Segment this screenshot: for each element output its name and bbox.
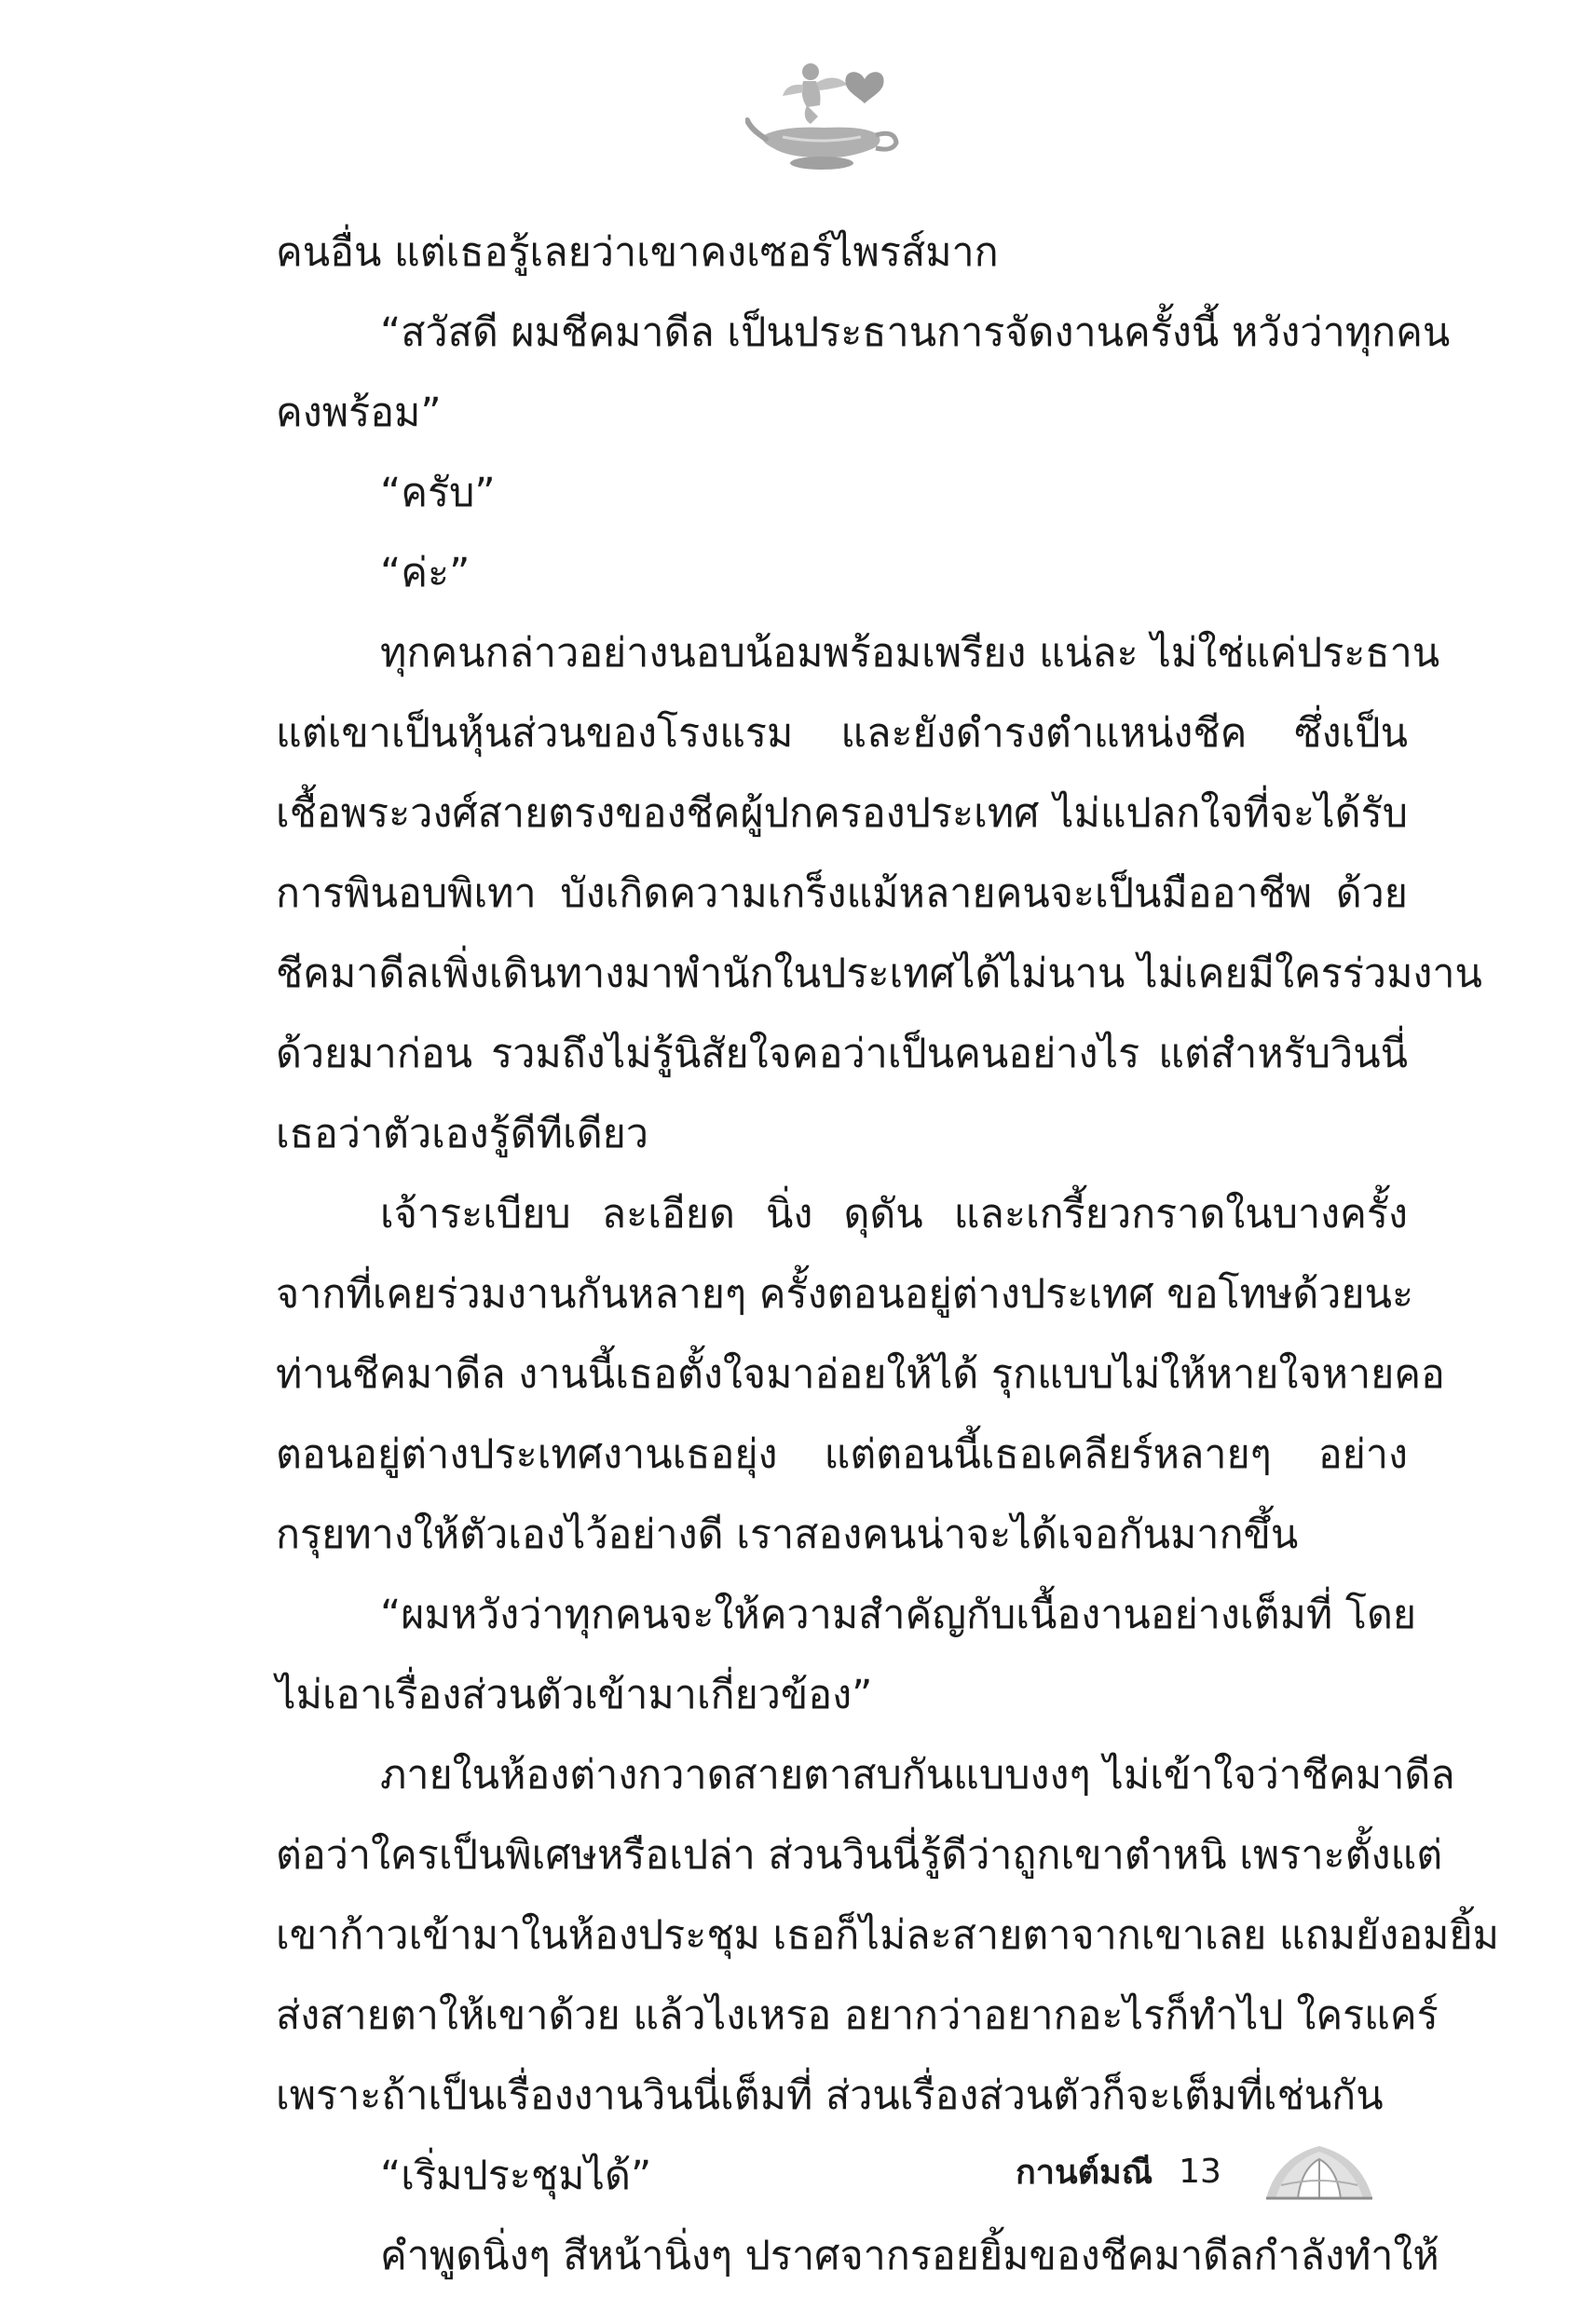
page-footer xyxy=(1016,2134,1380,2208)
book-title: กานต์มณี xyxy=(1016,2153,1153,2192)
text-line: “เริ่มประชุมได้” xyxy=(380,2153,652,2199)
text-line: ตอนอยู่ต่างประเทศงานเธอยุ่ง แต่ตอนนี้เธอเคลียร์หลายๆ อย่าง xyxy=(276,1431,1408,1478)
text-line: ท่านชีคมาดีล งานนี้เธอตั้งใจมาอ่อยให้ได้ รุกแบบไม่ให้หายใจหายคอ xyxy=(276,1351,1445,1398)
text-line: “ครับ” xyxy=(380,470,496,516)
text-line: ส่งสายตาให้เขาด้วย แล้วไงเหรอ อยากว่าอยากอะไรก็ทำไป ใครแคร์ xyxy=(276,1992,1439,2039)
text-line: คงพร้อม” xyxy=(276,390,442,436)
text-line: การพินอบพิเทา บังเกิดความเกร็งแม้หลายคนจะเป็นมืออาชีพ ด้วย xyxy=(276,870,1408,917)
text-line: ไม่เอาเรื่องส่วนตัวเข้ามาเกี่ยวข้อง” xyxy=(276,1672,873,1718)
text-line: ชีคมาดีลเพิ่งเดินทางมาพำนักในประเทศได้ไม่นาน ไม่เคยมีใครร่วมงาน xyxy=(276,950,1482,997)
text-line: ทุกคนกล่าวอย่างนอบน้อมพร้อมเพรียง แน่ละ ไม่ใช่แค่ประธาน xyxy=(380,630,1440,677)
text-line: คนอื่น แต่เธอรู้เลยว่าเขาคงเซอร์ไพรส์มาก xyxy=(276,229,999,276)
text-line: คำพูดนิ่งๆ สีหน้านิ่งๆ ปราศจากรอยยิ้มของชีคมาดีลกำลังทำให้ xyxy=(380,2233,1439,2279)
text-line: จากที่เคยร่วมงานกันหลายๆ ครั้งตอนอยู่ต่างประเทศ ขอโทษด้วยนะ xyxy=(276,1271,1414,1318)
text-line: กรุยทางให้ตัวเองไว้อย่างดี เราสองคนน่าจะได้เจอกันมากขึ้น xyxy=(276,1511,1299,1558)
body-text xyxy=(276,212,1499,2296)
text-line: ต่อว่าใครเป็นพิเศษหรือเปล่า ส่วนวินนี่รู้ดีว่าถูกเขาตำหนิ เพราะตั้งแต่ xyxy=(276,1832,1443,1879)
text-line: ภายในห้องต่างกวาดสายตาสบกันแบบงงๆ ไม่เข้าใจว่าชีคมาดีล xyxy=(380,1752,1455,1798)
text-line: เจ้าระเบียบ ละเอียด นิ่ง ดุดัน และเกรี้ยวกราดในบางครั้ง xyxy=(380,1191,1408,1238)
text-line: “ผมหวังว่าทุกคนจะให้ความสำคัญกับเนื้องานอย่างเต็มที่ โดย xyxy=(380,1592,1417,1638)
text-line: เขาก้าวเข้ามาในห้องประชุม เธอก็ไม่ละสายตาจากเขาเลย แถมยังอมยิ้ม xyxy=(276,1912,1499,1959)
text-line: เชื้อพระวงศ์สายตรงของชีคผู้ปกครองประเทศ ไม่แปลกใจที่จะได้รับ xyxy=(276,790,1408,837)
text-line: เธอว่าตัวเองรู้ดีทีเดียว xyxy=(276,1111,648,1157)
text-line: “ค่ะ” xyxy=(380,550,471,596)
tent-icon xyxy=(1259,2139,1380,2204)
text-line: เพราะถ้าเป็นเรื่องงานวินนี่เต็มที่ ส่วนเรื่องส่วนตัวก็จะเต็มที่เช่นกัน xyxy=(276,2072,1384,2119)
text-line: “สวัสดี ผมชีคมาดีล เป็นประธานการจัดงานครั้งนี้ หวังว่าทุกคน xyxy=(380,309,1451,356)
magic-lamp-icon xyxy=(745,51,904,172)
text-line: ด้วยมาก่อน รวมถึงไม่รู้นิสัยใจคอว่าเป็นคนอย่างไร แต่สำหรับวินนี่ xyxy=(276,1031,1408,1077)
text-line: แต่เขาเป็นหุ้นส่วนของโรงแรม และยังดำรงตำแหน่งชีค ซึ่งเป็น xyxy=(276,710,1408,757)
page-number: 13 xyxy=(1179,2152,1221,2191)
